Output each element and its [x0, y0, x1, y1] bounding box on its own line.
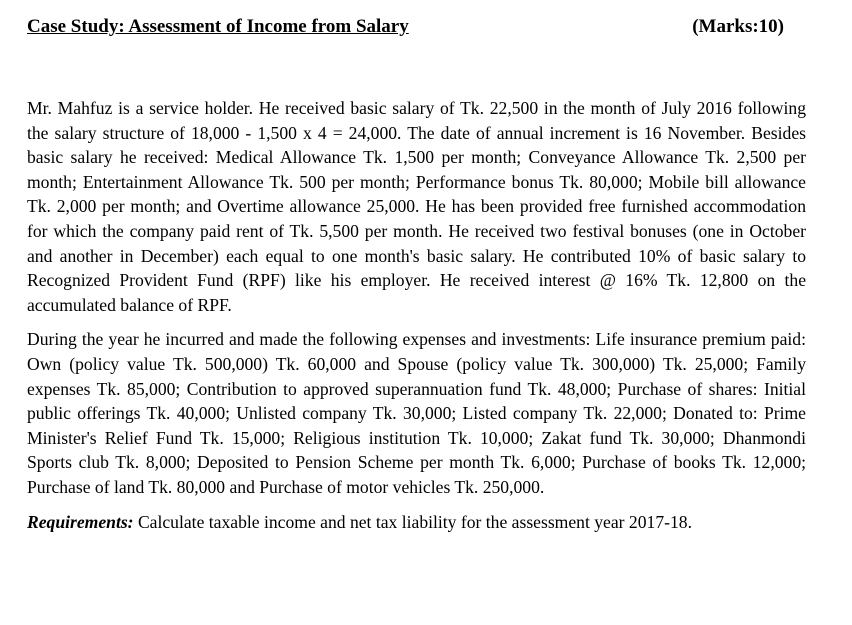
marks-label: (Marks:10) — [692, 16, 784, 37]
case-study-title: Case Study: Assessment of Income from Salary — [27, 16, 409, 37]
requirements-label: Requirements: — [27, 511, 134, 532]
requirements-paragraph — [27, 510, 806, 535]
salary-details-paragraph: Mr. Mahfuz is a service holder. He received basic salary of Tk. 22,500 in the month of July 2016 following the salary structure of 18,000 - 1,500 x 4 = 24,000. The date of annual increment is 16 November. Besides basic salary he received: Medical Allowance Tk. 1,500 per month; Conveyance Allowance Tk. 2,500 per month; Entertainment Allowance Tk. 500 per month; Performance bonus Tk. 80,000; Mobile bill allowance Tk. 2,000 per month; and Overtime allowance 25,000. He has been provided free furnished accommodation for which the company paid rent of Tk. 5,500 per month. He received two festival bonuses (one in October and another in December) each equal to one month's basic salary. He contributed 10% of basic salary to Recognized Provident Fund (RPF) like his employer. He received interest @ 16% Tk. 12,800 on the accumulated balance of RPF. — [27, 98, 806, 315]
document-header — [27, 16, 784, 38]
requirements-text: Calculate taxable income and net tax liability for the assessment year 2017-18. — [133, 511, 692, 532]
expenses-investments-paragraph: During the year he incurred and made the following expenses and investments: Life insurance premium paid: Own (policy value Tk. 500,000) Tk. 60,000 and Spouse (policy value Tk. 300,000) Tk. 25,000; Family expenses Tk. 85,000; Contribution to approved superannuation fund Tk. 48,000; Purchase of shares: Initial public offerings Tk. 40,000; Unlisted company Tk. 30,000; Listed company Tk. 22,000; Donated to: Prime Minister's Relief Fund Tk. 15,000; Religious institution Tk. 10,000; Zakat fund Tk. 30,000; Dhanmondi Sports club Tk. 8,000; Deposited to Pension Scheme per month Tk. 6,000; Purchase of books Tk. 12,000; Purchase of land Tk. 80,000 and Purchase of motor vehicles Tk. 250,000. — [27, 329, 806, 497]
case-study-body — [27, 96, 806, 544]
